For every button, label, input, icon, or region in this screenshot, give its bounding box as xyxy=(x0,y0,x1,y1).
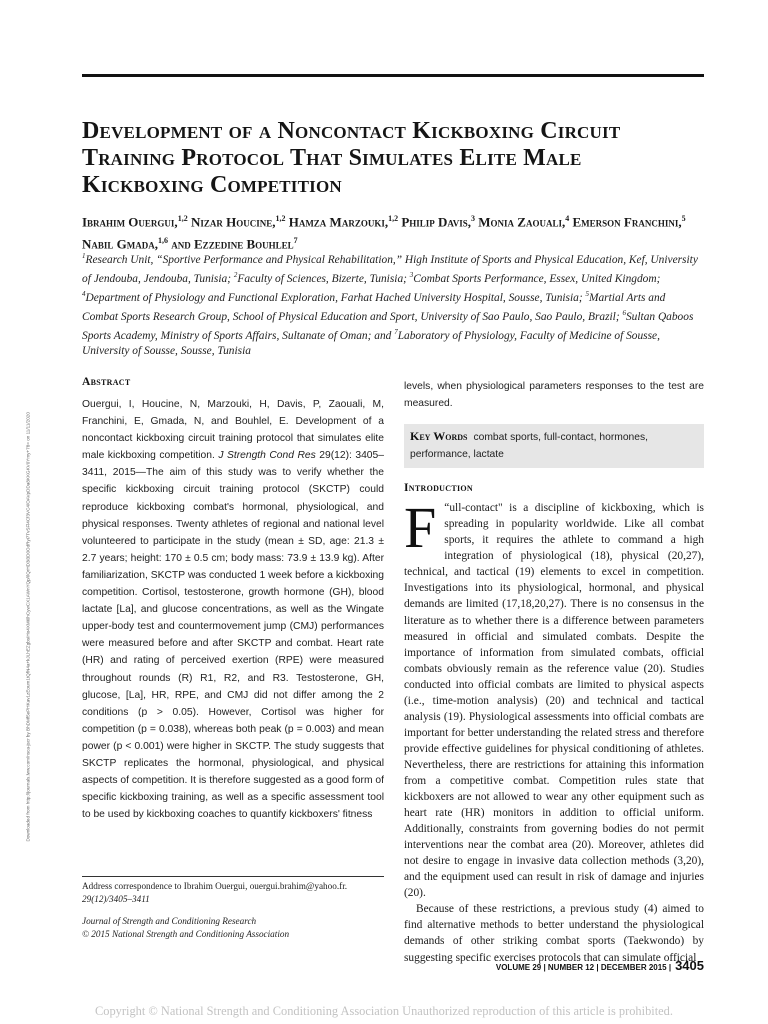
abstract-heading: Abstract xyxy=(82,376,131,388)
author-name: Emerson Franchini, xyxy=(572,214,682,230)
abstract-body: 29(12): 3405–3411, 2015—The aim of this study was to verify whether the specific kickboxing circuit training protocol (SKCTP) could reproduce kickboxing combat's hormonal, physiological, and physical responses. Twenty athletes of regional and national level volunteered to participate in the study (mean ± SD, age: 21.3 ± 2.7 years; height: 170 ± 0.5 cm; body mass: 73.9 ± 13.9 kg). After familiarization, SKCTP was conducted 1 week before a kickboxing competition. Cortisol, testosterone, growth hormone (GH), blood lactate [La], and glucose concentrations, as well as the Wingate upper-body test and countermovement jump (CMJ) performances were measured before and after SKCTP and combat. Heart rate (HR) and rating of perceived exertion (RPE) were measured throughout rounds (R) R1, R2, and R3. Testosterone, GH, glucose, [La], HR, RPE, and CMJ did not differ among the 2 conditions (p > 0.05). However, Cortisol was higher for competition (p = 0.038), whereas both peak (p = 0.003) and mean power (p < 0.001) were higher in SKCTP. The study suggests that SKCTP replicates the hormonal, physiological, and physical aspects of competition. It is therefore suggested as a good form of specific kickboxing training, as well as a specific assessment tool to be used by kickboxing coaches to quantify kickboxers' fitness xyxy=(82,450,384,821)
citation-note: 29(12)/3405–3411 xyxy=(82,894,150,905)
author-name: Monia Zaouali, xyxy=(478,214,566,230)
author-name: Nizar Houcine, xyxy=(190,214,276,230)
author-name: and Ezzedine Bouhlel xyxy=(171,236,294,252)
introduction-heading: Introduction xyxy=(404,482,473,495)
author-affiliation-marker: 7 xyxy=(293,236,298,246)
abstract-text xyxy=(82,396,384,823)
page-number: 3405 xyxy=(675,958,704,973)
author-affiliation-marker: 3 xyxy=(471,214,476,223)
abstract-lead: Ouergui, I, Houcine, N, Marzouki, H, Davis, P, Zaouali, M, Franchini, E, Gmada, N, and Bouhlel, E. Development of a noncontact kickboxing circuit training protocol that simulates elite male kickboxing competition. xyxy=(82,399,384,462)
dropcap-quote: “ xyxy=(444,502,450,515)
right-column xyxy=(404,378,704,966)
download-side-note xyxy=(22,325,34,845)
affiliation-text: Faculty of Sciences, Bizerte, Tunisia; xyxy=(237,272,410,285)
journal-name: Journal of Strength and Conditioning Research xyxy=(82,915,257,926)
article-title: Development of a Noncontact Kickboxing Circuit Training Protocol That Simulates Elite Male Kickboxing Competition xyxy=(82,118,621,198)
affiliation-marker: 2 xyxy=(233,271,238,279)
affiliation-text: Sultan Qaboos Sports Academy, Ministry of Sports Affairs, Sultanate of Oman; and xyxy=(82,310,694,342)
download-side-note-text: Downloaded from http://journals.lww.com/nsca-jscr by BhDMf5ePHKav1zEoum1tQfN4a+kJLhEZgbsIHo4XMi0hCywCX1AWnYQp/IlQrHD3i3D0OdRyi7TvSFl4Cf3VC4/OAVpDDa8KKGKV0Ymy+78= on 11/11/2020 xyxy=(25,412,31,842)
issue-info: VOLUME 29 | NUMBER 12 | DECEMBER 2015 | xyxy=(495,963,672,972)
affiliation-text: Laboratory of Physiology, Faculty of Medicine of Sousse, University of Sousse, Sousse, Tunisia xyxy=(82,329,660,357)
affiliation-marker: 5 xyxy=(585,290,589,298)
introduction-paragraph-2: Because of these restrictions, a previous study (4) aimed to find alternative methods to better understand the physiological demands of other striking combat sports (Taekwondo) by suggesting specific exercises protocols that can simulate official xyxy=(404,903,704,964)
author-name: Ibrahim Ouergui, xyxy=(82,214,178,230)
author-name: Hamza Marzouki, xyxy=(288,214,389,230)
affiliation-text: Martial Arts and Combat Sports Research Group, School of Physical Education and Sport, University of Sao Paulo, Sao Paulo, Brazil; xyxy=(82,291,666,323)
author-affiliation-marker: 1,2 xyxy=(177,214,188,223)
author-list xyxy=(82,209,707,254)
keywords-box xyxy=(404,424,704,468)
left-column xyxy=(82,376,384,823)
abstract-continued: levels, when physiological parameters responses to the test are measured. xyxy=(404,381,704,410)
dropcap-letter: F xyxy=(404,495,437,561)
keywords-label: Key Words xyxy=(410,429,468,444)
page-footer xyxy=(404,958,704,973)
introduction-paragraph-1 xyxy=(404,495,704,901)
author-name: Nabil Gmada, xyxy=(82,236,159,252)
affiliation-marker: 1 xyxy=(82,252,86,260)
keywords-text: combat sports, full-contact, hormones, performance, lactate xyxy=(410,432,649,460)
footnote xyxy=(82,880,384,942)
author-affiliation-marker: 1,6 xyxy=(158,236,169,246)
introduction-paragraph-1-text: ull-contact" is a discipline of kickboxing, which is spreading in popularity worldwide. Like all combat sports, it requires the athlete to command a high integration of physiological (18), physical (20,27), technical, and tactical (19) elements to excel in competition. Investigations into its physiological, hormonal, and physical demands are limited (17,18,20,27). There is no consensus in the literature as to whether there is a difference between parameters measured in official and simulated combats. Despite the importance of information from simulated combats, official combats obviously remain as the reference value (20). Studies conducted into official combats are limited to physical aspects (i.e., time-motion analysis) (20) and technical and tactical analysis (19). Physiological assessments into official combats are important for better understanding the related stress and therefore provide effective guidelines for physical conditioning of athletes. Nevertheless, there are restrictions for attaining this information from a competitive combat. Competition rules state that kickboxers are not allowed to wear any other equipment such as heart rate (HR) monitors in addition to official uniform. Additionally, constraints from governing bodies do not permit interventions near the combat area (20). Moreover, athletes did not desire to engage in invasive data collection methods (3,20), and the equipment used can result in risk of damage and injuries (20). xyxy=(404,502,704,900)
copyright-watermark: Copyright © National Strength and Conditioning Association Unauthorized reproduction of this article is prohibited. xyxy=(95,1004,673,1018)
author-affiliation-marker: 1,2 xyxy=(275,214,286,223)
affiliation-marker: 3 xyxy=(409,271,414,279)
affiliation-marker: 7 xyxy=(394,328,398,336)
author-affiliation-marker: 1,2 xyxy=(388,214,399,223)
affiliation-text: Department of Physiology and Functional Exploration, Farhat Hached University Hospital, Sousse, Tunisia; xyxy=(85,291,586,304)
affiliation-text: Combat Sports Performance, Essex, United Kingdom; xyxy=(413,272,661,285)
footnote-rule xyxy=(82,876,384,877)
author-name: Philip Davis, xyxy=(401,214,472,230)
affiliation-marker: 6 xyxy=(622,309,626,317)
abstract-journal: J Strength Cond Res xyxy=(218,450,316,462)
affiliations xyxy=(82,249,704,359)
author-affiliation-marker: 5 xyxy=(681,214,686,223)
affiliation-marker: 4 xyxy=(82,290,86,298)
affiliation-text: Research Unit, “Sportive Performance and Physical Rehabilitation,” High Institute of Sports and Physical Education, Kef, University of Jendouba, Jendouba, Tunisia; xyxy=(82,253,698,285)
correspondence-note: Address correspondence to Ibrahim Ouergui, ouergui.brahim@yahoo.fr. xyxy=(82,881,348,891)
author-affiliation-marker: 4 xyxy=(565,214,570,223)
top-rule xyxy=(82,74,704,77)
journal-copyright: © 2015 National Strength and Conditioning Association xyxy=(82,929,290,940)
